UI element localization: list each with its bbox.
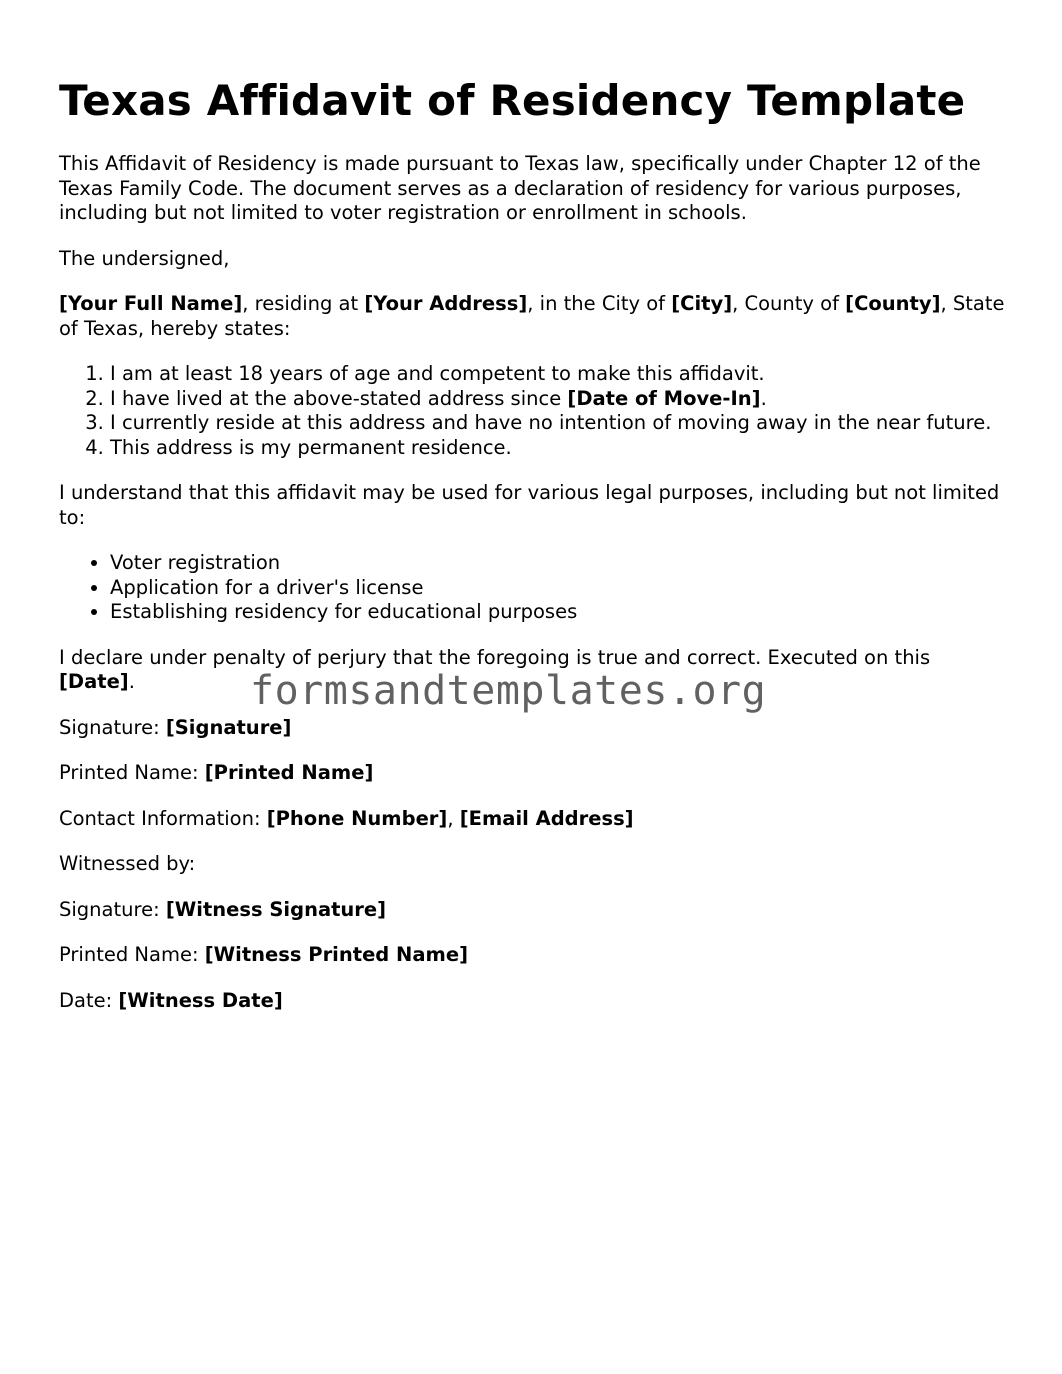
printed-name-line bbox=[59, 761, 1009, 786]
document-page bbox=[59, 76, 1009, 1034]
statements-list bbox=[59, 362, 1009, 460]
witness-signature-placeholder: [Witness Signature] bbox=[165, 897, 387, 921]
statement-item: 1. I am at least 18 years of age and competent to make this affidavit. bbox=[110, 362, 1009, 387]
undersigned-line: The undersigned, bbox=[59, 246, 230, 270]
purpose-item: • Establishing residency for educational purposes bbox=[110, 600, 1009, 625]
signature-label: Signature: bbox=[59, 715, 166, 739]
email-placeholder: [Email Address] bbox=[459, 806, 634, 830]
penalty-text: I declare under penalty of perjury that the foregoing is true and correct. Executed on this bbox=[59, 645, 931, 669]
address-placeholder: [Your Address] bbox=[364, 292, 528, 315]
signature-line bbox=[59, 716, 1009, 741]
city-placeholder: [City] bbox=[671, 292, 733, 315]
contact-separator: , bbox=[447, 806, 460, 830]
signature-placeholder: [Signature] bbox=[165, 715, 292, 739]
contact-line bbox=[59, 807, 1009, 832]
watermark: formsandtemplates.org bbox=[250, 668, 767, 714]
witness-signature-line bbox=[59, 898, 1009, 923]
statement-text: I have lived at the above-stated address since bbox=[110, 386, 568, 410]
statement-item bbox=[110, 387, 1009, 412]
witness-printed-name-label: Printed Name: bbox=[59, 943, 205, 966]
contact-label: Contact Information: bbox=[59, 806, 267, 830]
full-name-placeholder: [Your Full Name] bbox=[59, 292, 243, 315]
witness-printed-name-line bbox=[59, 943, 1009, 968]
intro-paragraph: This Affidavit of Residency is made pursuant to Texas law, specifically under Chapter 12 of the Texas Family Code. The document serves as a declaration of residency for various purposes, including but not limited to voter registration or enrollment in schools. bbox=[59, 152, 981, 224]
witness-date-placeholder: [Witness Date] bbox=[118, 988, 283, 1012]
move-in-date-placeholder: [Date of Move-In] bbox=[567, 386, 761, 410]
statement-text: . bbox=[760, 386, 767, 410]
witness-date-line bbox=[59, 989, 1009, 1014]
printed-name-placeholder: [Printed Name] bbox=[204, 761, 374, 784]
printed-name-label: Printed Name: bbox=[59, 761, 205, 784]
witnessed-by-line: Witnessed by: bbox=[59, 852, 196, 875]
county-placeholder: [County] bbox=[845, 292, 941, 315]
penalty-paragraph bbox=[59, 646, 1009, 695]
witness-date-label: Date: bbox=[59, 988, 119, 1012]
execution-date-placeholder: [Date] bbox=[59, 670, 129, 693]
declaration-text: , State of Texas, hereby states: bbox=[59, 292, 1005, 340]
purposes-intro: I understand that this affidavit may be used for various legal purposes, including but not limited to: bbox=[59, 481, 1000, 529]
declaration-text: , in the City of bbox=[527, 292, 672, 315]
document-title: Texas Affidavit of Residency Template bbox=[59, 76, 966, 125]
witness-signature-label: Signature: bbox=[59, 897, 166, 921]
declaration-text: , County of bbox=[732, 292, 846, 315]
declaration-text: , residing at bbox=[242, 292, 365, 315]
purpose-item: • Voter registration bbox=[110, 551, 1009, 576]
phone-placeholder: [Phone Number] bbox=[266, 806, 448, 830]
penalty-text: . bbox=[128, 670, 135, 693]
statement-item: 3. I currently reside at this address and have no intention of moving away in the near future. bbox=[110, 411, 1009, 436]
witness-printed-name-placeholder: [Witness Printed Name] bbox=[204, 943, 468, 966]
statement-item: 4. This address is my permanent residence. bbox=[110, 436, 1009, 461]
purpose-item: • Application for a driver's license bbox=[110, 576, 1009, 601]
purposes-list bbox=[59, 551, 1009, 625]
declaration-paragraph bbox=[59, 292, 1009, 341]
